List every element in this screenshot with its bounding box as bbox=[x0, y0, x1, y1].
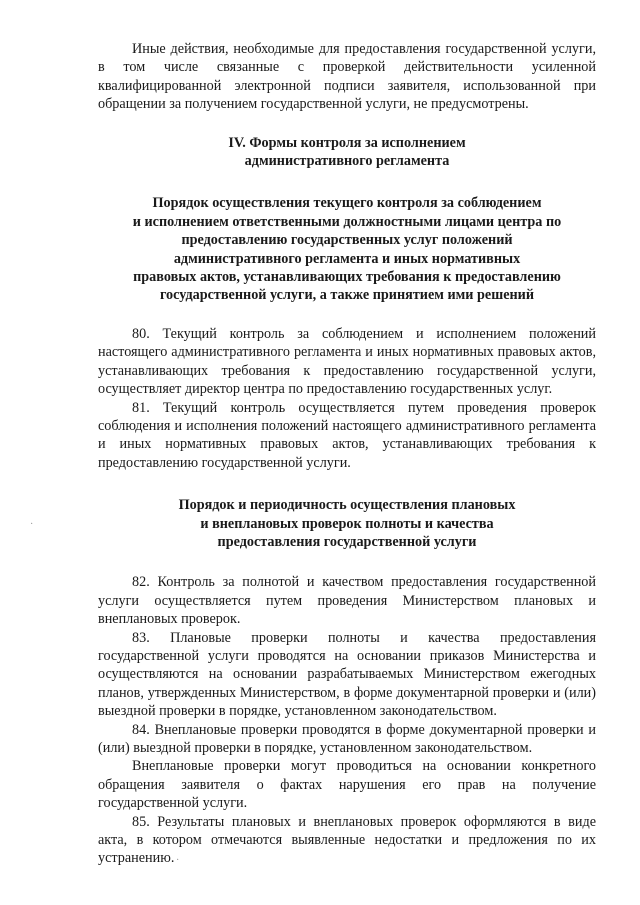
section-title bbox=[98, 134, 596, 171]
paragraph-81: 81. Текущий контроль осуществляется путем проведения проверок соблюдения и исполнения положений настоящего административного регламента и иных нормативных правовых актов, устанавливающих требования к предоставлению государственной услуги. bbox=[98, 399, 596, 471]
paragraph-80: 80. Текущий контроль за соблюдением и исполнением положений настоящего административного регламента и иных нормативных правовых актов, устанавливающих требования к предоставлению государственной услуги, осуществляет директор центра по предоставлению государственных услуг. bbox=[98, 325, 596, 398]
paragraph-84-continued: Внеплановые проверки могут проводиться на основании конкретного обращения заявителя о фактах нарушения его прав на получение государственной услуги. bbox=[98, 758, 596, 812]
subsection-title-inspections bbox=[98, 496, 596, 551]
section-title-line: административного регламента bbox=[244, 153, 450, 170]
section-title-line: IV. Формы контроля за исполнением bbox=[228, 134, 466, 151]
subsection-title-line: административного регламента и иных нормативных bbox=[173, 250, 521, 267]
document-page bbox=[98, 40, 596, 868]
subsection-title-line: правовых актов, устанавливающих требования к предоставлению bbox=[133, 269, 561, 286]
subsection-title-line: предоставлению государственных услуг положений bbox=[181, 232, 513, 249]
subsection-title-line: Порядок осуществления текущего контроля за соблюдением bbox=[152, 195, 542, 212]
paragraph-82: 82. Контроль за полнотой и качеством предоставления государственной услуги осуществляется путем проведения Министерством плановых и внеплановых проверок. bbox=[98, 574, 596, 628]
subsection-title-line: государственной услуги, а также принятием ими решений bbox=[159, 287, 535, 304]
paragraph-83: 83. Плановые проверки полноты и качества предоставления государственной услуги проводятся на основании приказов Министерства и осуществляются на основании разрабатываемых Министерством ежегодных планов, утвержденных Министерством, в форме документарной проверки и (или) выездной проверки в порядке, установленном законодательством. bbox=[98, 629, 596, 720]
scan-speck: · bbox=[176, 855, 180, 866]
paragraph-85: 85. Результаты плановых и внеплановых проверок оформляются в виде акта, в котором отмечаются выявленные недостатки и предложения по их устранению. bbox=[98, 813, 596, 867]
subsection-title-line: и внеплановых проверок полноты и качества bbox=[200, 515, 494, 532]
subsection-title-line: предоставления государственной услуги bbox=[217, 533, 477, 550]
subsection-title-current-control bbox=[98, 194, 596, 304]
subsection-title-line: Порядок и периодичность осуществления плановых bbox=[178, 497, 516, 514]
scan-speck: · bbox=[30, 519, 34, 530]
intro-paragraph: Иные действия, необходимые для предоставления государственной услуги, в том числе связанные с проверкой действительности усиленной квалифицированной электронной подписи заявителя, использованной при обращении за получением государственной услуги, не предусмотрены. bbox=[98, 41, 596, 113]
subsection-title-line: и исполнением ответственными должностными лицами центра по bbox=[132, 213, 562, 230]
paragraph-84: 84. Внеплановые проверки проводятся в форме документарной проверки и (или) выездной проверки в порядке, установленном законодательством. bbox=[98, 721, 596, 756]
